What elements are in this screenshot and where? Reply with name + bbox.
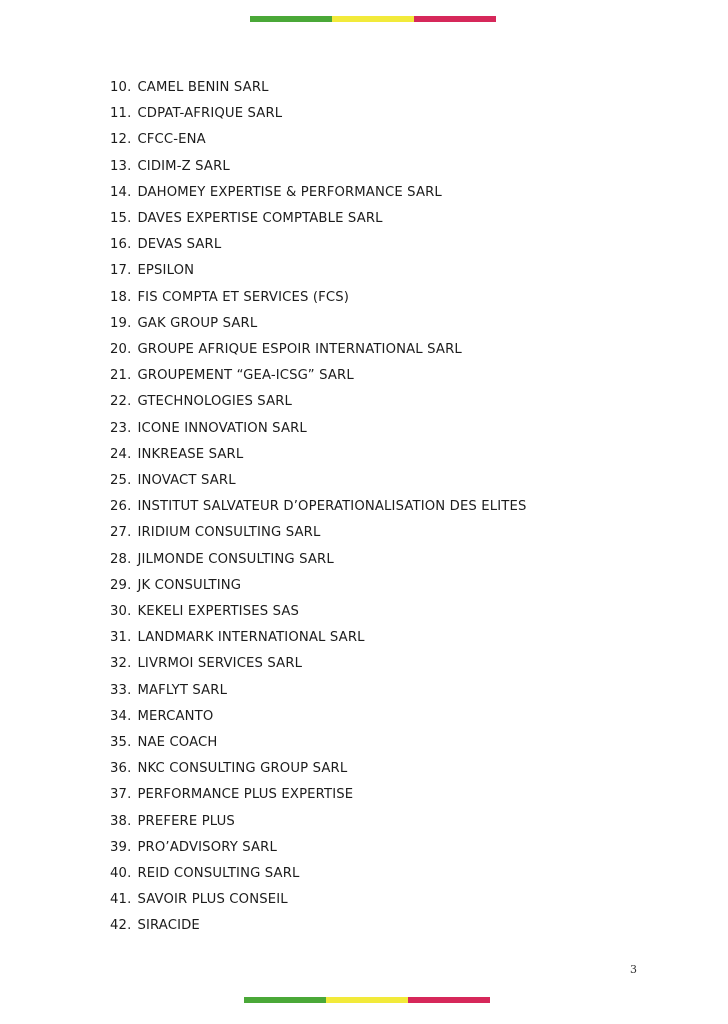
list-item-name: INKREASE SARL [137, 446, 244, 462]
list-item-name: SAVOIR PLUS CONSEIL [137, 892, 288, 908]
list-item-number: 31. [110, 630, 132, 646]
list-item-name: DAHOMEY EXPERTISE & PERFORMANCE SARL [137, 184, 442, 200]
flag-stripe-red [414, 16, 496, 22]
list-item-number: 16. [110, 237, 132, 253]
list-item [110, 421, 307, 437]
list-item-name: GROUPEMENT “GEA-ICSG” SARL [137, 368, 354, 384]
list-item [110, 159, 230, 175]
list-item-name: JK CONSULTING [137, 577, 242, 593]
list-item-number: 38. [110, 813, 132, 829]
list-item [110, 499, 527, 515]
list-item-name: PREFERE PLUS [137, 813, 235, 829]
flag-stripe-yellow [326, 997, 408, 1003]
list-item-number: 22. [110, 394, 132, 410]
list-item-number: 42. [110, 918, 132, 934]
list-item [110, 80, 269, 96]
list-item [110, 814, 235, 830]
list-item-number: 19. [110, 315, 132, 331]
list-item-name: PRO’ADVISORY SARL [137, 839, 277, 855]
list-item-name: MAFLYT SARL [137, 682, 228, 698]
list-item [110, 185, 442, 201]
list-item-number: 34. [110, 708, 132, 724]
list-item [110, 473, 236, 489]
list-item [110, 394, 292, 410]
list-item-number: 27. [110, 525, 132, 541]
list-item-number: 14. [110, 184, 132, 200]
list-item-number: 25. [110, 473, 132, 488]
list-item [110, 552, 334, 568]
list-item-number: 17. [110, 263, 132, 279]
list-item [110, 761, 347, 777]
list-item-name: GROUPE AFRIQUE ESPOIR INTERNATIONAL SARL [137, 342, 462, 357]
list-item-name: CFCC-ENA [137, 132, 206, 148]
list-item-name: FIS COMPTA ET SERVICES (FCS) [137, 289, 350, 305]
list-item-number: 18. [110, 289, 132, 305]
list-item [110, 237, 221, 253]
list-item-name: NAE COACH [137, 735, 218, 750]
flag-stripe-green [250, 16, 332, 22]
list-item-name: GTECHNOLOGIES SARL [137, 394, 293, 410]
list-item [110, 630, 365, 646]
list-item-number: 40. [110, 866, 132, 881]
list-item [110, 132, 206, 148]
list-item-number: 12. [110, 132, 132, 148]
list-item [110, 316, 257, 332]
flag-stripe-green [244, 997, 326, 1003]
list-item-number: 11. [110, 106, 132, 122]
list-item [110, 787, 353, 803]
list-item [110, 525, 320, 541]
list-item [110, 342, 462, 358]
flag-stripe-yellow [332, 16, 414, 22]
list-item-name: DEVAS SARL [137, 237, 222, 253]
list-item [110, 604, 299, 620]
list-item-number: 20. [110, 342, 132, 357]
list-item-number: 33. [110, 682, 132, 698]
list-item-name: INOVACT SARL [137, 473, 236, 488]
list-item [110, 211, 383, 227]
list-item-name: LIVRMOI SERVICES SARL [137, 656, 303, 672]
list-item-name: IRIDIUM CONSULTING SARL [137, 525, 321, 541]
list-item-name: DAVES EXPERTISE COMPTABLE SARL [137, 211, 383, 226]
flag-stripe-red [408, 997, 490, 1003]
list-item-name: JILMONDE CONSULTING SARL [137, 551, 334, 567]
list-item-number: 26. [110, 499, 132, 515]
list-item-name: INSTITUT SALVATEUR D’OPERATIONALISATION DES ELITES [137, 499, 527, 515]
list-item-name: NKC CONSULTING GROUP SARL [137, 761, 348, 777]
list-item [110, 892, 288, 908]
list-item-name: KEKELI EXPERTISES SAS [137, 604, 300, 619]
list-item-number: 39. [110, 839, 132, 855]
bottom-flag-bar [244, 997, 490, 1003]
list-item [110, 866, 300, 882]
list-item-number: 15. [110, 211, 132, 226]
list-item [110, 735, 217, 751]
list-item-name: REID CONSULTING SARL [137, 866, 300, 881]
list-item-number: 32. [110, 656, 132, 672]
list-item [110, 290, 349, 306]
list-item-number: 37. [110, 787, 132, 803]
page-number: 3 [630, 963, 637, 976]
list-item-number: 35. [110, 735, 132, 750]
list-item-number: 21. [110, 368, 132, 384]
list-item-number: 29. [110, 577, 132, 593]
list-item-number: 23. [110, 420, 132, 436]
list-item [110, 840, 277, 856]
list-item-number: 28. [110, 551, 132, 567]
list-item-name: ICONE INNOVATION SARL [137, 420, 307, 436]
list-item-name: SIRACIDE [137, 918, 200, 934]
top-flag-bar [250, 16, 496, 22]
list-item-name: LANDMARK INTERNATIONAL SARL [137, 630, 365, 646]
list-item-number: 10. [110, 80, 132, 95]
list-item [110, 683, 227, 699]
list-item-number: 41. [110, 892, 132, 908]
list-item [110, 578, 241, 594]
list-item-name: CAMEL BENIN SARL [137, 80, 269, 95]
list-item [110, 656, 302, 672]
list-item [110, 368, 354, 384]
list-item [110, 447, 243, 463]
list-item-name: PERFORMANCE PLUS EXPERTISE [137, 787, 354, 803]
list-item-name: GAK GROUP SARL [137, 315, 258, 331]
list-item [110, 918, 200, 934]
list-item-name: CIDIM-Z SARL [137, 158, 230, 174]
list-item [110, 709, 213, 725]
list-item-number: 36. [110, 761, 132, 777]
list-item-number: 30. [110, 604, 132, 619]
list-item-name: EPSILON [137, 263, 195, 279]
list-item-number: 13. [110, 158, 132, 174]
list-item-name: MERCANTO [137, 708, 214, 724]
list-item-number: 24. [110, 446, 132, 462]
list-item [110, 106, 282, 122]
list-item [110, 263, 194, 279]
list-item-name: CDPAT-AFRIQUE SARL [137, 106, 283, 122]
